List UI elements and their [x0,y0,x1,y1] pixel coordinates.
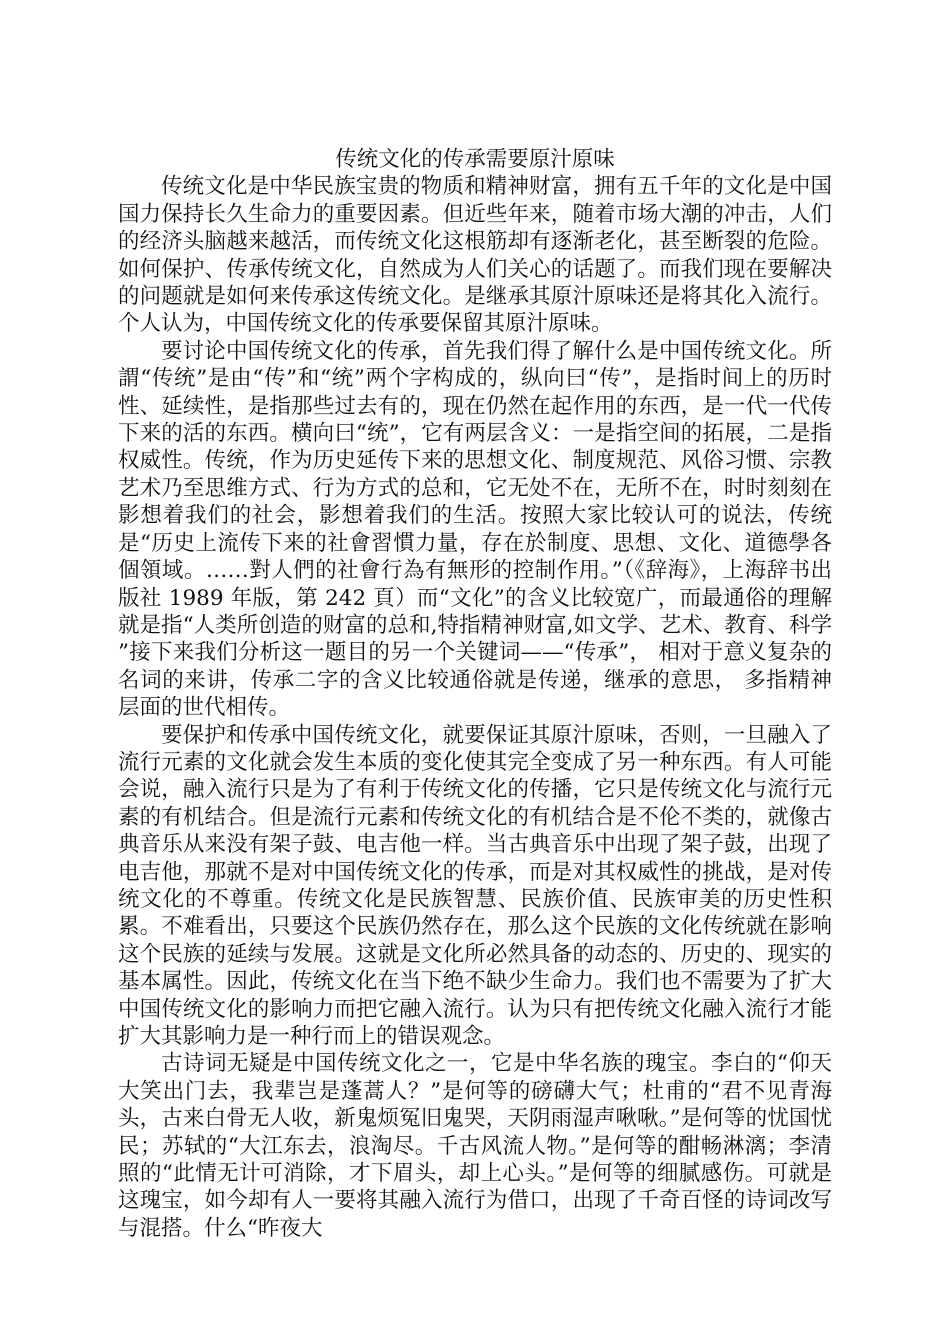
paragraph-3: 要保护和传承中国传统文化，就要保证其原汁原味，否则，一旦融入了流行元素的文化就会发生本质的变化使其完全变成了另一种东西。有人可能会说，融入流行只是为了有利于传统文化的传播，它只是传统文化与流行元素的有机结合。但是流行元素和传统文化的有机结合是不伦不类的，就像古典音乐从来没有架子鼓、电吉他一样。当古典音乐中出现了架子鼓，出现了电吉他，那就不是对中国传统文化的传承，而是对其权威性的挑战，是对传统文化的不尊重。传统文化是民族智慧、民族价值、民族审美的历史性积累。不难看出，只要这个民族仍然存在，那么这个民族的文化传统就在影响这个民族的延续与发展。这就是文化所必然具备的动态的、历史的、现实的基本属性。因此，传统文化在当下绝不缺少生命力。我们也不需要为了扩大中国传统文化的影响力而把它融入流行。认为只有把传统文化融入流行才能扩大其影响力是一种行而上的错误观念。 [118,722,832,1049]
paragraph-1: 传统文化是中华民族宝贵的物质和精神财富，拥有五千年的文化是中国国力保持长久生命力的重要因素。但近些年来，随着市场大潮的冲击，人们的经济头脑越来越活，而传统文化这根筋却有逐渐老化，甚至断裂的危险。如何保护、传承传统文化，自然成为人们关心的话题了。而我们现在要解决的问题就是如何来传承这传统文化。是继承其原汁原味还是将其化入流行。个人认为，中国传统文化的传承要保留其原汁原味。 [118,174,832,337]
document-title: 传统文化的传承需要原汁原味 [335,147,615,172]
document-body [118,146,832,1242]
paragraph-4: 古诗词无疑是中国传统文化之一，它是中华名族的瑰宝。李白的“仰天大笑出门去，我辈岂是蓬蒿人？”是何等的磅礴大气；杜甫的“君不见青海头，古来白骨无人收，新鬼烦冤旧鬼哭，天阴雨湿声啾啾。”是何等的忧国忧民；苏轼的“大江东去，浪淘尽。千古风流人物。”是何等的酣畅淋漓；李清照的“此情无计可消除，才下眉头，却上心头。”是何等的细腻感伤。可就是这瑰宝，如今却有人一要将其融入流行为借口，出现了千奇百怪的诗词改写与混搭。什么“昨夜大 [118,1051,832,1241]
paragraph-2: 要讨论中国传统文化的传承，首先我们得了解什么是中国传统文化。所謂“传统”是由“传”和“统”两个字构成的，纵向曰“传”，是指时间上的历时性、延续性，是指那些过去有的，现在仍然在起作用的东西，是一代一代传下来的活的东西。横向曰“统”，它有两层含义：一是指空间的拓展，二是指权威性。传统，作为历史延传下来的思想文化、制度规范、风俗习惯、宗教艺术乃至思维方式、行为方式的总和，它无处不在，无所不在，时时刻刻在影想着我们的社会，影想着我们的生活。按照大家比较认可的说法，传统是“历史上流传下来的社會習慣力量，存在於制度、思想、文化、道德學各個領域。……對人們的社會行為有無形的控制作用。”（《辞海》，上海辞书出版社 1989 年版，第 242 頁）而“文化”的含义比较宽广，而最通俗的理解就是指“人类所创造的财富的总和,特指精神财富,如文学、艺术、教育、科学 ”接下来我们分析这一题目的另一个关键词——“传承”， 相对于意义复杂的名词的来讲，传承二字的含义比较通俗就是传递，继承的意思， 多指精神层面的世代相传。 [118,338,832,721]
